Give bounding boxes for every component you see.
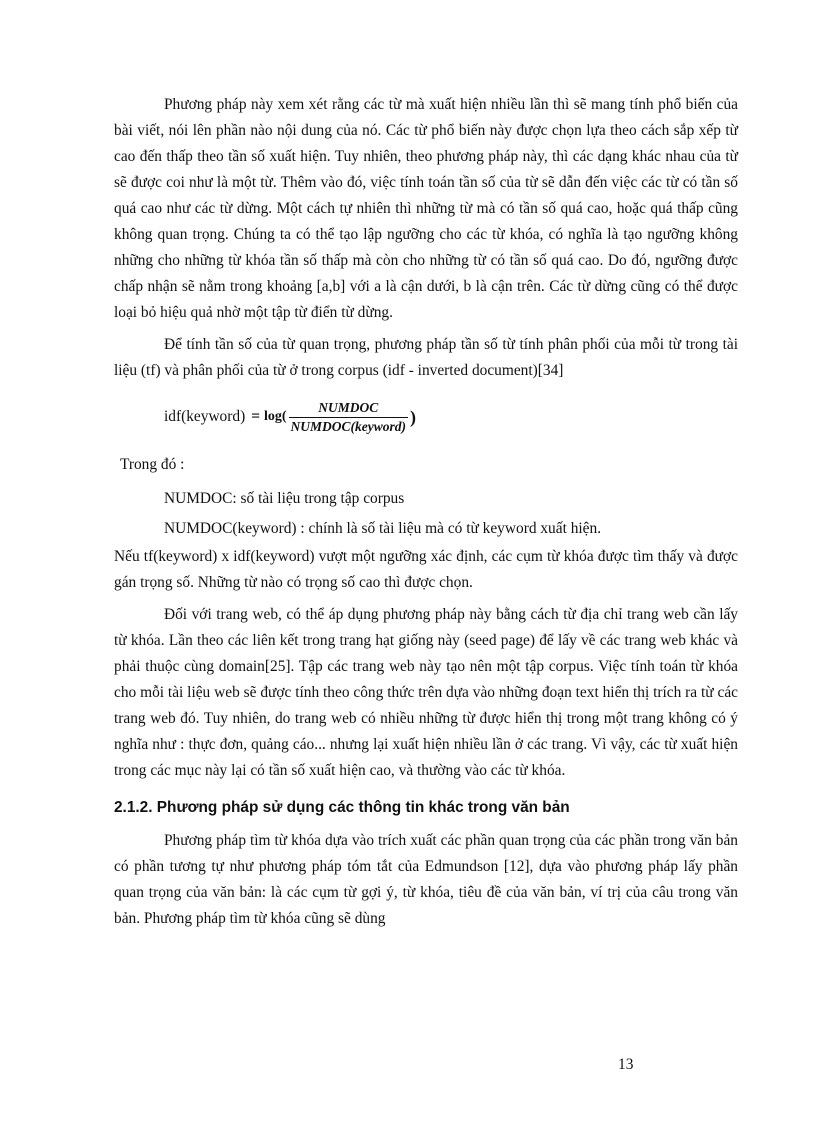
paragraph-threshold: Nếu tf(keyword) x idf(keyword) vượt một ngưỡng xác định, các cụm từ khóa được tìm thấy và được gán trọng số. Những từ nào có trọng số cao thì được chọn.: [114, 548, 738, 591]
where-label: Trong đó :: [120, 456, 185, 473]
formula-fraction: [289, 399, 409, 436]
paragraph-other-info: Phương pháp tìm từ khóa dựa vào trích xuất các phần quan trọng của các phần trong văn bản có phần tương tự như phương pháp tóm tắt của Edmundson [12], dựa vào phương pháp lấy phần quan trọng của văn bản: là các cụm từ gợi ý, từ khóa, tiêu đề của văn bản, ví trị của câu trong văn bản. Phương pháp tìm từ khóa cũng sẽ dùng: [114, 832, 738, 927]
definition-numdoc-keyword: NUMDOC(keyword) : chính là số tài liệu mà có từ keyword xuất hiện.: [164, 520, 602, 537]
formula-log: log(: [263, 409, 287, 424]
page-content: [114, 92, 738, 932]
definition-numdoc: NUMDOC: số tài liệu trong tập corpus: [164, 490, 405, 507]
formula-equals: =: [251, 408, 260, 425]
definitions-list: [164, 484, 738, 544]
formula-close-paren: ): [410, 407, 417, 427]
formula-lhs: idf(keyword): [164, 408, 246, 425]
page-number: 13: [618, 1056, 634, 1073]
section-heading: 2.1.2. Phương pháp sử dụng các thông tin khác trong văn bản: [114, 799, 570, 816]
paragraph-term-frequency-intro: Phương pháp này xem xét rằng các từ mà xuất hiện nhiều lần thì sẽ mang tính phổ biến của bài viết, nói lên phần nào nội dung của nó. Các từ phổ biến này được chọn lựa theo cách sắp xếp từ cao đến thấp theo tần số xuất hiện. Tuy nhiên, theo phương pháp này, thì các dạng khác nhau của từ sẽ được coi như là một từ. Thêm vào đó, việc tính toán tần số của từ sẽ dẫn đến việc các từ có tần số quá cao như các từ dừng. Một cách tự nhiên thì những từ mà có tần số quá cao, hoặc quá thấp cũng không quan trọng. Chúng ta có thể tạo lập ngưỡng cho các từ khóa, có nghĩa là tạo ngưỡng không những cho những từ khóa tần số thấp mà còn cho những từ có tần số quá cao. Do đó, ngưỡng được chấp nhận sẽ nằm trong khoảng [a,b] với a là cận dưới, b là cận trên. Các từ dừng cũng có thể được loại bỏ hiệu quả nhờ một tập từ điển từ dừng.: [114, 96, 738, 321]
paragraph-tf-idf: Để tính tần số của từ quan trọng, phương pháp tần số từ tính phân phối của mỗi từ trong tài liệu (tf) và phân phối của từ ở trong corpus (idf - inverted document)[34]: [114, 336, 738, 379]
formula-numerator: NUMDOC: [318, 399, 379, 415]
paragraph-web-pages: Đối với trang web, có thể áp dụng phương pháp này bằng cách từ địa chỉ trang web cần lấy từ khóa. Lần theo các liên kết trong trang hạt giống này (seed page) để lấy về các trang web khác và phải thuộc cùng domain[25]. Tập các trang web này tạo nên một tập corpus. Việc tính toán từ khóa cho mỗi tài liệu web sẽ được tính theo công thức trên dựa vào những đoạn text hiển thị trích ra từ các trang web đó. Tuy nhiên, do trang web có nhiều những từ được hiển thị trong một trang không có ý nghĩa như : thực đơn, quảng cáo... nhưng lại xuất hiện nhiều lần ở các trang. Vì vậy, các từ xuất hiện trong các mục này lại có tần số xuất hiện cao, và thường vào các từ khóa.: [114, 606, 738, 779]
idf-formula: [164, 392, 738, 442]
formula-denominator: NUMDOC(keyword): [290, 418, 407, 434]
